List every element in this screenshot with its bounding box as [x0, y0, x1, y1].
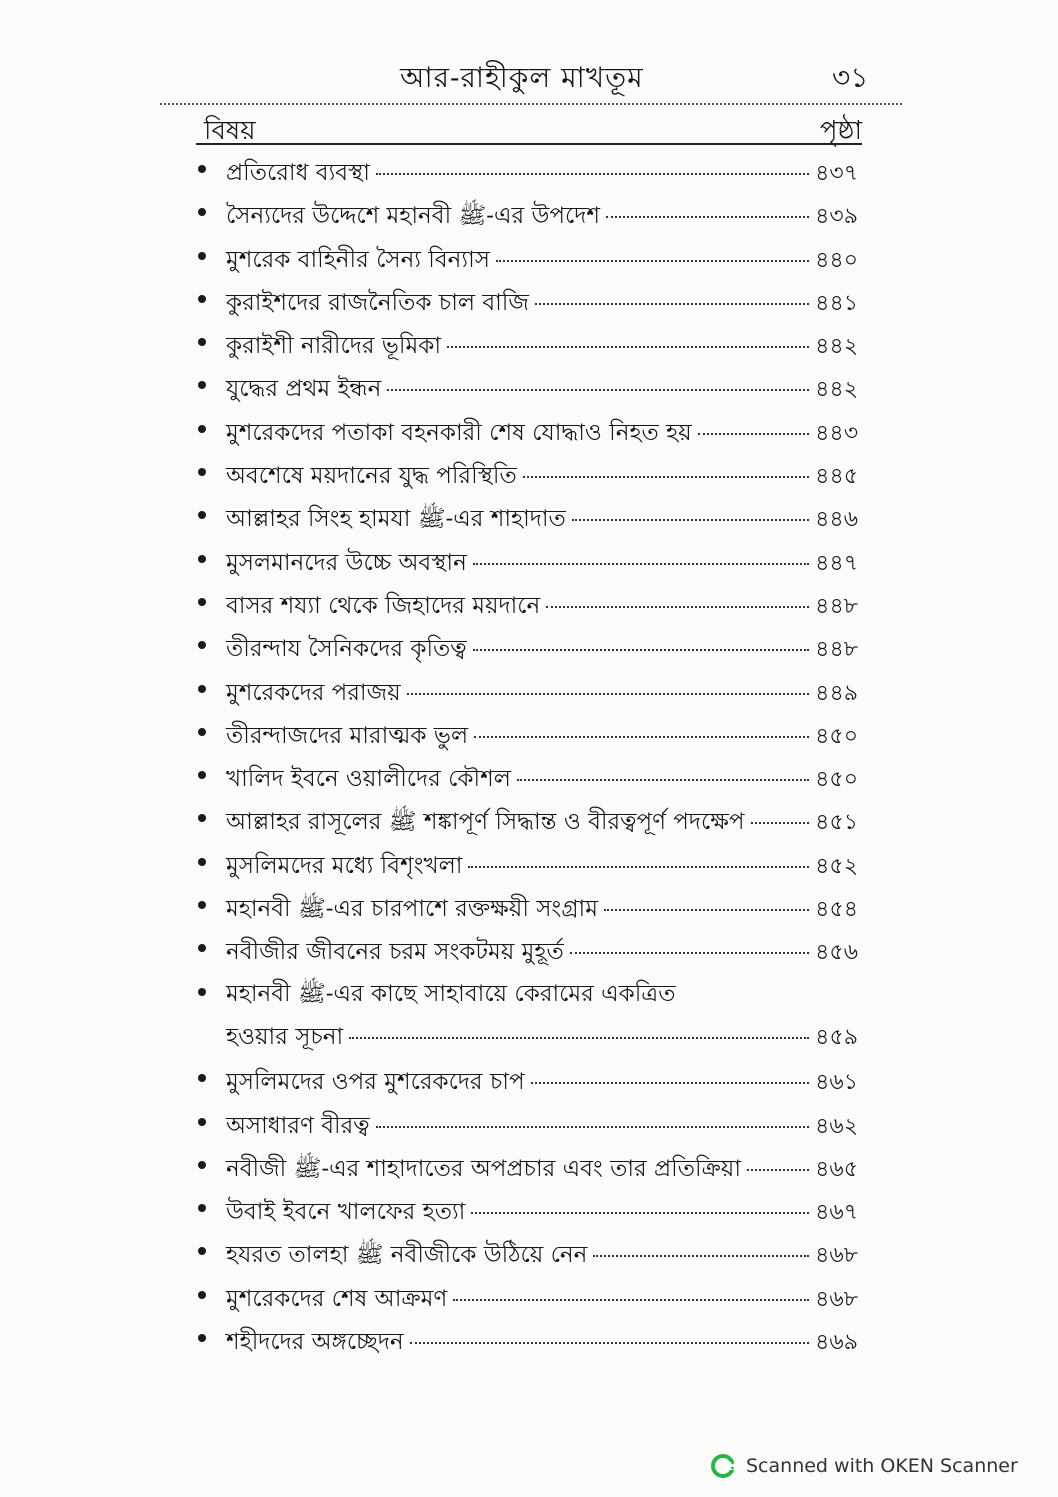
- dot-leader: [387, 388, 809, 391]
- toc-entry: [192, 666, 864, 709]
- toc-entry: [192, 362, 864, 405]
- toc-entry-page: ৪৩৭: [815, 161, 858, 186]
- toc-entry-line: [226, 1193, 858, 1227]
- toc-entry: [192, 839, 864, 882]
- toc-entry-line: [226, 717, 858, 751]
- bullet-icon: [198, 1074, 206, 1082]
- dot-leader: [410, 1341, 809, 1344]
- toc-entry-page: ৪৬১: [815, 1070, 858, 1096]
- bullet-icon: [198, 598, 206, 606]
- bullet-icon: [198, 641, 206, 649]
- toc-entry-page: ৪৪৮: [815, 593, 858, 619]
- bullet-icon: [198, 165, 206, 173]
- bullet-icon: [198, 1118, 206, 1126]
- toc-entry: [192, 925, 864, 968]
- toc-entry-line: [226, 803, 858, 837]
- dot-leader: [535, 302, 809, 305]
- scanner-watermark: [710, 1448, 1050, 1484]
- toc-entry-line: [226, 1018, 858, 1052]
- toc-entry-page: ৪৬২: [815, 1113, 858, 1139]
- toc-entry: [192, 189, 864, 232]
- dot-leader: [447, 345, 809, 348]
- toc-entry-page: ৪৬৭: [815, 1200, 858, 1226]
- toc-entry-title: মুসলিমদের ওপর মুশরেকদের চাপ: [226, 1069, 525, 1096]
- toc-entry-line: [226, 1150, 858, 1184]
- bullet-icon: [198, 685, 206, 693]
- bullet-icon: [198, 1161, 206, 1169]
- toc-entry: [192, 1185, 864, 1228]
- toc-entry-line: [226, 327, 858, 361]
- page-header: [0, 52, 1058, 102]
- bullet-icon: [198, 381, 206, 389]
- toc-entry-line: [226, 1107, 858, 1141]
- toc-entry-page: ৪৪৩: [815, 420, 858, 446]
- dot-leader: [751, 821, 810, 824]
- toc-entry-title: বাসর শয্যা থেকে জিহাদের ময়দানে: [226, 592, 541, 619]
- toc-entry: [192, 1228, 864, 1271]
- dot-leader: [473, 562, 809, 565]
- toc-entry: [192, 579, 864, 622]
- dot-leader: [468, 865, 809, 868]
- toc-entry-line: [226, 760, 858, 794]
- dot-leader: [376, 172, 809, 175]
- toc-entry-title: অসাধারণ বীরত্ব: [226, 1112, 370, 1139]
- toc-entry-line: [226, 1280, 858, 1314]
- toc-entry: [192, 622, 864, 665]
- dot-leader: [517, 778, 809, 781]
- dot-leader: [471, 1211, 809, 1214]
- toc-entry-title: তীরন্দায সৈনিকদের কৃতিত্ব: [226, 636, 467, 663]
- toc-entry-title: মুশরেকদের পরাজয়: [226, 679, 401, 706]
- toc-entry-page: ৪৬৫: [815, 1156, 858, 1182]
- dot-leader: [407, 692, 809, 695]
- toc-entry-title: উবাই ইবনে খালফের হত্যা: [226, 1199, 466, 1226]
- book-title: আর-রাহীকুল মাখতূম: [400, 61, 644, 94]
- dot-leader: [474, 735, 809, 738]
- toc-entry-title: আল্লাহর রাসূলের ﷺ শঙ্কাপূর্ণ সিদ্ধান্ত ও বীরত্বপূর্ণ পদক্ষেপ: [226, 809, 745, 836]
- bullet-icon: [198, 858, 206, 866]
- toc-entry: [192, 1315, 864, 1358]
- toc-entry: [192, 1055, 864, 1098]
- toc-entry: [192, 276, 864, 319]
- dot-leader: [376, 1125, 810, 1128]
- toc-entry-line: [226, 847, 858, 881]
- header-divider: [160, 103, 902, 105]
- bullet-icon: [198, 1204, 206, 1212]
- toc-entry-page: ৪৪৫: [815, 464, 858, 490]
- toc-entry-page: ৪৫৬: [815, 940, 858, 966]
- table-of-contents: [192, 146, 864, 1358]
- toc-entry-page: ৪৪২: [815, 377, 858, 403]
- bullet-icon: [198, 814, 206, 822]
- toc-entry: [192, 406, 864, 449]
- scanner-text: Scanned with OKEN Scanner: [746, 1455, 1018, 1477]
- toc-entry: [192, 319, 864, 362]
- toc-entry: [192, 492, 864, 535]
- subject-column-label: বিষয়: [204, 116, 256, 146]
- toc-entry: [192, 969, 864, 1056]
- toc-entry-page: ৪৪৬: [815, 507, 858, 533]
- bullet-icon: [198, 1247, 206, 1255]
- toc-entry-line: [226, 500, 858, 534]
- dot-leader: [496, 259, 809, 262]
- toc-entry-line: [226, 630, 858, 664]
- toc-entry: [192, 146, 864, 189]
- toc-entry: [192, 536, 864, 579]
- toc-entry-title-continued: হওয়ার সূচনা: [226, 1023, 344, 1050]
- bullet-icon: [198, 208, 206, 216]
- toc-entry: [192, 449, 864, 492]
- toc-entry-page: ৪৬৯: [815, 1330, 858, 1356]
- dot-leader: [531, 1081, 810, 1084]
- toc-entry-line: [226, 1323, 858, 1357]
- toc-entry-title: মুশরেকদের পতাকা বহনকারী শেষ যোদ্ধাও নিহত হয়: [226, 419, 692, 446]
- toc-entry-line: [226, 284, 858, 318]
- toc-entry-title: মহানবী ﷺ-এর চারপাশে রক্তক্ষয়ী সংগ্রাম: [226, 896, 598, 923]
- dot-leader: [523, 475, 809, 478]
- toc-entry-title: মহানবী ﷺ-এর কাছে সাহাবায়ে কেরামের একত্রিত: [226, 980, 676, 1007]
- toc-entry-title: কুরাইশদের রাজনৈতিক চাল বাজি: [226, 289, 529, 316]
- dot-leader: [349, 1036, 809, 1039]
- bullet-icon: [198, 511, 206, 519]
- toc-entry-line: [226, 587, 858, 621]
- toc-entry-line: [226, 414, 858, 448]
- dot-leader: [606, 215, 809, 218]
- bullet-icon: [198, 901, 206, 909]
- dot-leader: [747, 1168, 809, 1171]
- toc-entry-line: [226, 975, 858, 1009]
- toc-entry-title: নবীজীর জীবনের চরম সংকটময় মুহূর্ত: [226, 939, 564, 966]
- page-number: ৩১: [832, 61, 869, 94]
- toc-entry-title: মুসলমানদের উচ্চে অবস্থান: [226, 549, 467, 576]
- toc-entry: [192, 1142, 864, 1185]
- toc-entry-page: ৪৫৯: [815, 1024, 858, 1050]
- toc-entry-title: তীরন্দাজদের মারাত্মক ভুল: [226, 722, 469, 749]
- toc-entry-page: ৪৫০: [815, 767, 858, 793]
- dot-leader: [570, 951, 809, 954]
- dot-leader: [698, 432, 809, 435]
- toc-entry-title: মুশরেক বাহিনীর সৈন্য বিন্যাস: [226, 246, 490, 273]
- toc-entry-line: [226, 457, 858, 491]
- toc-entry-line: [226, 1063, 858, 1097]
- bullet-icon: [198, 1291, 206, 1299]
- toc-entry: [192, 709, 864, 752]
- toc-entry-title: সৈন্যদের উদ্দেশে মহানবী ﷺ-এর উপদেশ: [226, 203, 600, 230]
- toc-entry-line: [226, 674, 858, 708]
- toc-entry-title: মুসলিমদের মধ্যে বিশৃংখলা: [226, 852, 463, 879]
- dot-leader: [453, 1298, 809, 1301]
- toc-entry-line: [226, 197, 858, 231]
- toc-entry-title: প্রতিরোধ ব্যবস্থা: [226, 160, 370, 186]
- toc-entry-line: [226, 544, 858, 578]
- toc-entry: [192, 795, 864, 838]
- bullet-icon: [198, 988, 206, 996]
- toc-entry-line: [226, 154, 858, 188]
- toc-entry-page: ৪৬৮: [815, 1243, 858, 1269]
- toc-entry-line: [226, 933, 858, 967]
- toc-entry-title: মুশরেকদের শেষ আক্রমণ: [226, 1285, 448, 1312]
- toc-entry-page: ৪৫৪: [815, 897, 858, 923]
- toc-entry: [192, 1099, 864, 1142]
- bullet-icon: [198, 728, 206, 736]
- column-header-rule: [196, 143, 862, 145]
- bullet-icon: [198, 252, 206, 260]
- column-header: [196, 108, 862, 146]
- dot-leader: [604, 908, 809, 911]
- bullet-icon: [198, 468, 206, 476]
- toc-entry-title: শহীদদের অঙ্গচ্ছেদন: [226, 1329, 404, 1356]
- toc-entry-line: [226, 1236, 858, 1270]
- toc-entry: [192, 233, 864, 276]
- toc-entry: [192, 1272, 864, 1315]
- toc-entry-page: ৪৪২: [815, 334, 858, 360]
- toc-entry-page: ৪৪০: [815, 247, 858, 273]
- toc-entry-title: নবীজী ﷺ-এর শাহাদাতের অপপ্রচার এবং তার প্রতিক্রিয়া: [226, 1155, 742, 1182]
- toc-entry-line: [226, 890, 858, 924]
- toc-entry-page: ৪৫০: [815, 723, 858, 749]
- toc-entry-title: খালিদ ইবনে ওয়ালীদের কৌশল: [226, 766, 511, 793]
- dot-leader: [593, 1254, 809, 1257]
- toc-entry-title: কুরাইশী নারীদের ভূমিকা: [226, 333, 442, 360]
- toc-entry-page: ৪৬৮: [815, 1286, 858, 1312]
- page-column-label: পৃষ্ঠা: [819, 116, 862, 146]
- toc-entry-page: ৪৪৯: [815, 680, 858, 706]
- oken-logo-icon: [710, 1453, 736, 1479]
- toc-entry-page: ৪৪৭: [815, 550, 858, 576]
- toc-entry-page: ৪৫১: [815, 810, 858, 836]
- bullet-icon: [198, 944, 206, 952]
- toc-entry-title: যুদ্ধের প্রথম ইন্ধন: [226, 376, 382, 403]
- dot-leader: [572, 518, 809, 521]
- toc-entry: [192, 882, 864, 925]
- bullet-icon: [198, 555, 206, 563]
- toc-entry-title: অবশেষে ময়দানের যুদ্ধ পরিস্থিতি: [226, 463, 517, 490]
- toc-entry-page: ৪৪১: [815, 290, 858, 316]
- dot-leader: [546, 605, 809, 608]
- toc-entry-page: ৪৪৮: [815, 637, 858, 663]
- toc-entry-title: হযরত তালহা ﷺ নবীজীকে উঠিয়ে নেন: [226, 1242, 588, 1269]
- bullet-icon: [198, 425, 206, 433]
- bullet-icon: [198, 1334, 206, 1342]
- toc-entry-page: ৪৫২: [815, 853, 858, 879]
- bullet-icon: [198, 338, 206, 346]
- toc-entry-page: ৪৩৯: [815, 204, 858, 230]
- bullet-icon: [198, 771, 206, 779]
- bullet-icon: [198, 295, 206, 303]
- toc-entry: [192, 752, 864, 795]
- toc-entry-line: [226, 241, 858, 275]
- toc-entry-title: আল্লাহর সিংহ হামযা ﷺ-এর শাহাদাত: [226, 506, 566, 533]
- dot-leader: [473, 648, 810, 651]
- toc-entry-line: [226, 370, 858, 404]
